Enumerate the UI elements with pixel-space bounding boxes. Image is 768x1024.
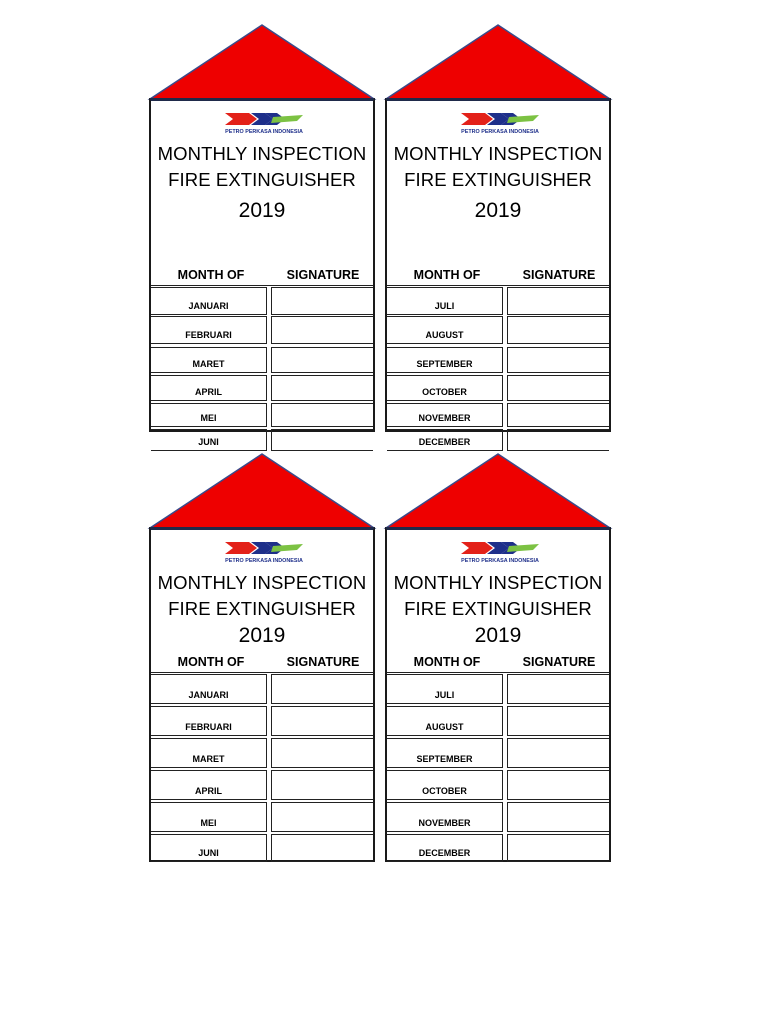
signature-box[interactable] — [271, 706, 373, 736]
month-column-header: MONTH OF — [177, 268, 245, 282]
title-line-2: FIRE EXTINGUISHER — [404, 169, 592, 190]
month-column-header: MONTH OF — [177, 655, 245, 669]
signature-box[interactable] — [271, 834, 373, 862]
month-name: JANUARI — [151, 287, 267, 315]
month-name: AUGUST — [387, 706, 503, 736]
month-row — [387, 738, 609, 768]
month-row — [151, 429, 373, 451]
month-row — [151, 674, 373, 704]
month-name: DECEMBER — [387, 834, 503, 862]
title-line-1: MONTHLY INSPECTION — [157, 572, 367, 593]
signature-box[interactable] — [507, 429, 609, 451]
month-name: JULI — [387, 287, 503, 315]
month-row — [387, 834, 609, 862]
signature-column-header: SIGNATURE — [286, 268, 360, 282]
month-row — [151, 316, 373, 344]
month-row — [387, 674, 609, 704]
signature-box[interactable] — [507, 738, 609, 768]
month-column-header: MONTH OF — [413, 655, 481, 669]
company-logo-icon — [211, 111, 317, 135]
month-name: MEI — [151, 802, 267, 832]
roof-triangle — [149, 453, 375, 529]
signature-box[interactable] — [271, 403, 373, 427]
month-name: FEBRUARI — [151, 316, 267, 344]
title-line-1: MONTHLY INSPECTION — [393, 143, 603, 164]
month-row — [151, 375, 373, 401]
title-line-1: MONTHLY INSPECTION — [393, 572, 603, 593]
month-row — [387, 403, 609, 427]
month-row — [151, 347, 373, 373]
logo-text: PETRO PERKASA INDONESIA — [461, 129, 539, 135]
tag-body — [385, 527, 611, 862]
month-name: MARET — [151, 738, 267, 768]
header-divider — [387, 672, 609, 673]
month-row — [151, 287, 373, 315]
month-row — [151, 403, 373, 427]
signature-box[interactable] — [507, 375, 609, 401]
signature-box[interactable] — [507, 706, 609, 736]
month-name: JUNI — [151, 429, 267, 451]
year: 2019 — [474, 624, 522, 647]
signature-box[interactable] — [271, 287, 373, 315]
header-divider — [151, 672, 373, 673]
signature-box[interactable] — [271, 316, 373, 344]
month-name: FEBRUARI — [151, 706, 267, 736]
year: 2019 — [238, 199, 286, 222]
title-line-2: FIRE EXTINGUISHER — [168, 598, 356, 619]
header-divider — [151, 285, 373, 286]
month-row — [151, 770, 373, 800]
company-logo-icon — [447, 540, 553, 564]
month-row — [387, 316, 609, 344]
signature-box[interactable] — [271, 802, 373, 832]
month-row — [387, 770, 609, 800]
signature-box[interactable] — [271, 429, 373, 451]
year: 2019 — [474, 199, 522, 222]
tag-body — [385, 98, 611, 447]
header-divider — [387, 285, 609, 286]
month-name: SEPTEMBER — [387, 347, 503, 373]
signature-box[interactable] — [507, 770, 609, 800]
signature-box[interactable] — [271, 347, 373, 373]
month-row — [387, 375, 609, 401]
signature-box[interactable] — [271, 375, 373, 401]
month-name: SEPTEMBER — [387, 738, 503, 768]
month-name: DECEMBER — [387, 429, 503, 451]
month-name: NOVEMBER — [387, 403, 503, 427]
month-name: OCTOBER — [387, 375, 503, 401]
month-name: AUGUST — [387, 316, 503, 344]
month-row — [387, 347, 609, 373]
signature-box[interactable] — [507, 834, 609, 862]
tag-body — [149, 98, 375, 447]
month-row — [387, 287, 609, 315]
month-name: NOVEMBER — [387, 802, 503, 832]
company-logo-icon — [211, 540, 317, 564]
signature-box[interactable] — [507, 674, 609, 704]
month-name: JULI — [387, 674, 503, 704]
signature-column-header: SIGNATURE — [522, 268, 596, 282]
month-row — [151, 706, 373, 736]
month-row — [151, 802, 373, 832]
month-row — [151, 738, 373, 768]
signature-column-header: SIGNATURE — [522, 655, 596, 669]
signature-box[interactable] — [271, 770, 373, 800]
month-name: JUNI — [151, 834, 267, 862]
month-row — [387, 706, 609, 736]
month-name: APRIL — [151, 375, 267, 401]
title-line-2: FIRE EXTINGUISHER — [168, 169, 356, 190]
month-row — [387, 802, 609, 832]
roof-triangle — [385, 24, 611, 100]
signature-box[interactable] — [507, 347, 609, 373]
signature-column-header: SIGNATURE — [286, 655, 360, 669]
title-line-2: FIRE EXTINGUISHER — [404, 598, 592, 619]
signature-box[interactable] — [507, 802, 609, 832]
logo-text: PETRO PERKASA INDONESIA — [461, 558, 539, 564]
roof-triangle — [385, 453, 611, 529]
month-row — [151, 834, 373, 862]
month-name: MARET — [151, 347, 267, 373]
month-row — [387, 429, 609, 451]
tag-body — [149, 527, 375, 862]
signature-box[interactable] — [507, 316, 609, 344]
month-name: MEI — [151, 403, 267, 427]
logo-text: PETRO PERKASA INDONESIA — [225, 558, 303, 564]
roof-triangle — [149, 24, 375, 100]
month-name: OCTOBER — [387, 770, 503, 800]
signature-box[interactable] — [507, 287, 609, 315]
month-name: APRIL — [151, 770, 267, 800]
month-name: JANUARI — [151, 674, 267, 704]
company-logo-icon — [447, 111, 553, 135]
year: 2019 — [238, 624, 286, 647]
signature-box[interactable] — [271, 674, 373, 704]
month-column-header: MONTH OF — [413, 268, 481, 282]
signature-box[interactable] — [271, 738, 373, 768]
logo-text: PETRO PERKASA INDONESIA — [225, 129, 303, 135]
title-line-1: MONTHLY INSPECTION — [157, 143, 367, 164]
signature-box[interactable] — [507, 403, 609, 427]
